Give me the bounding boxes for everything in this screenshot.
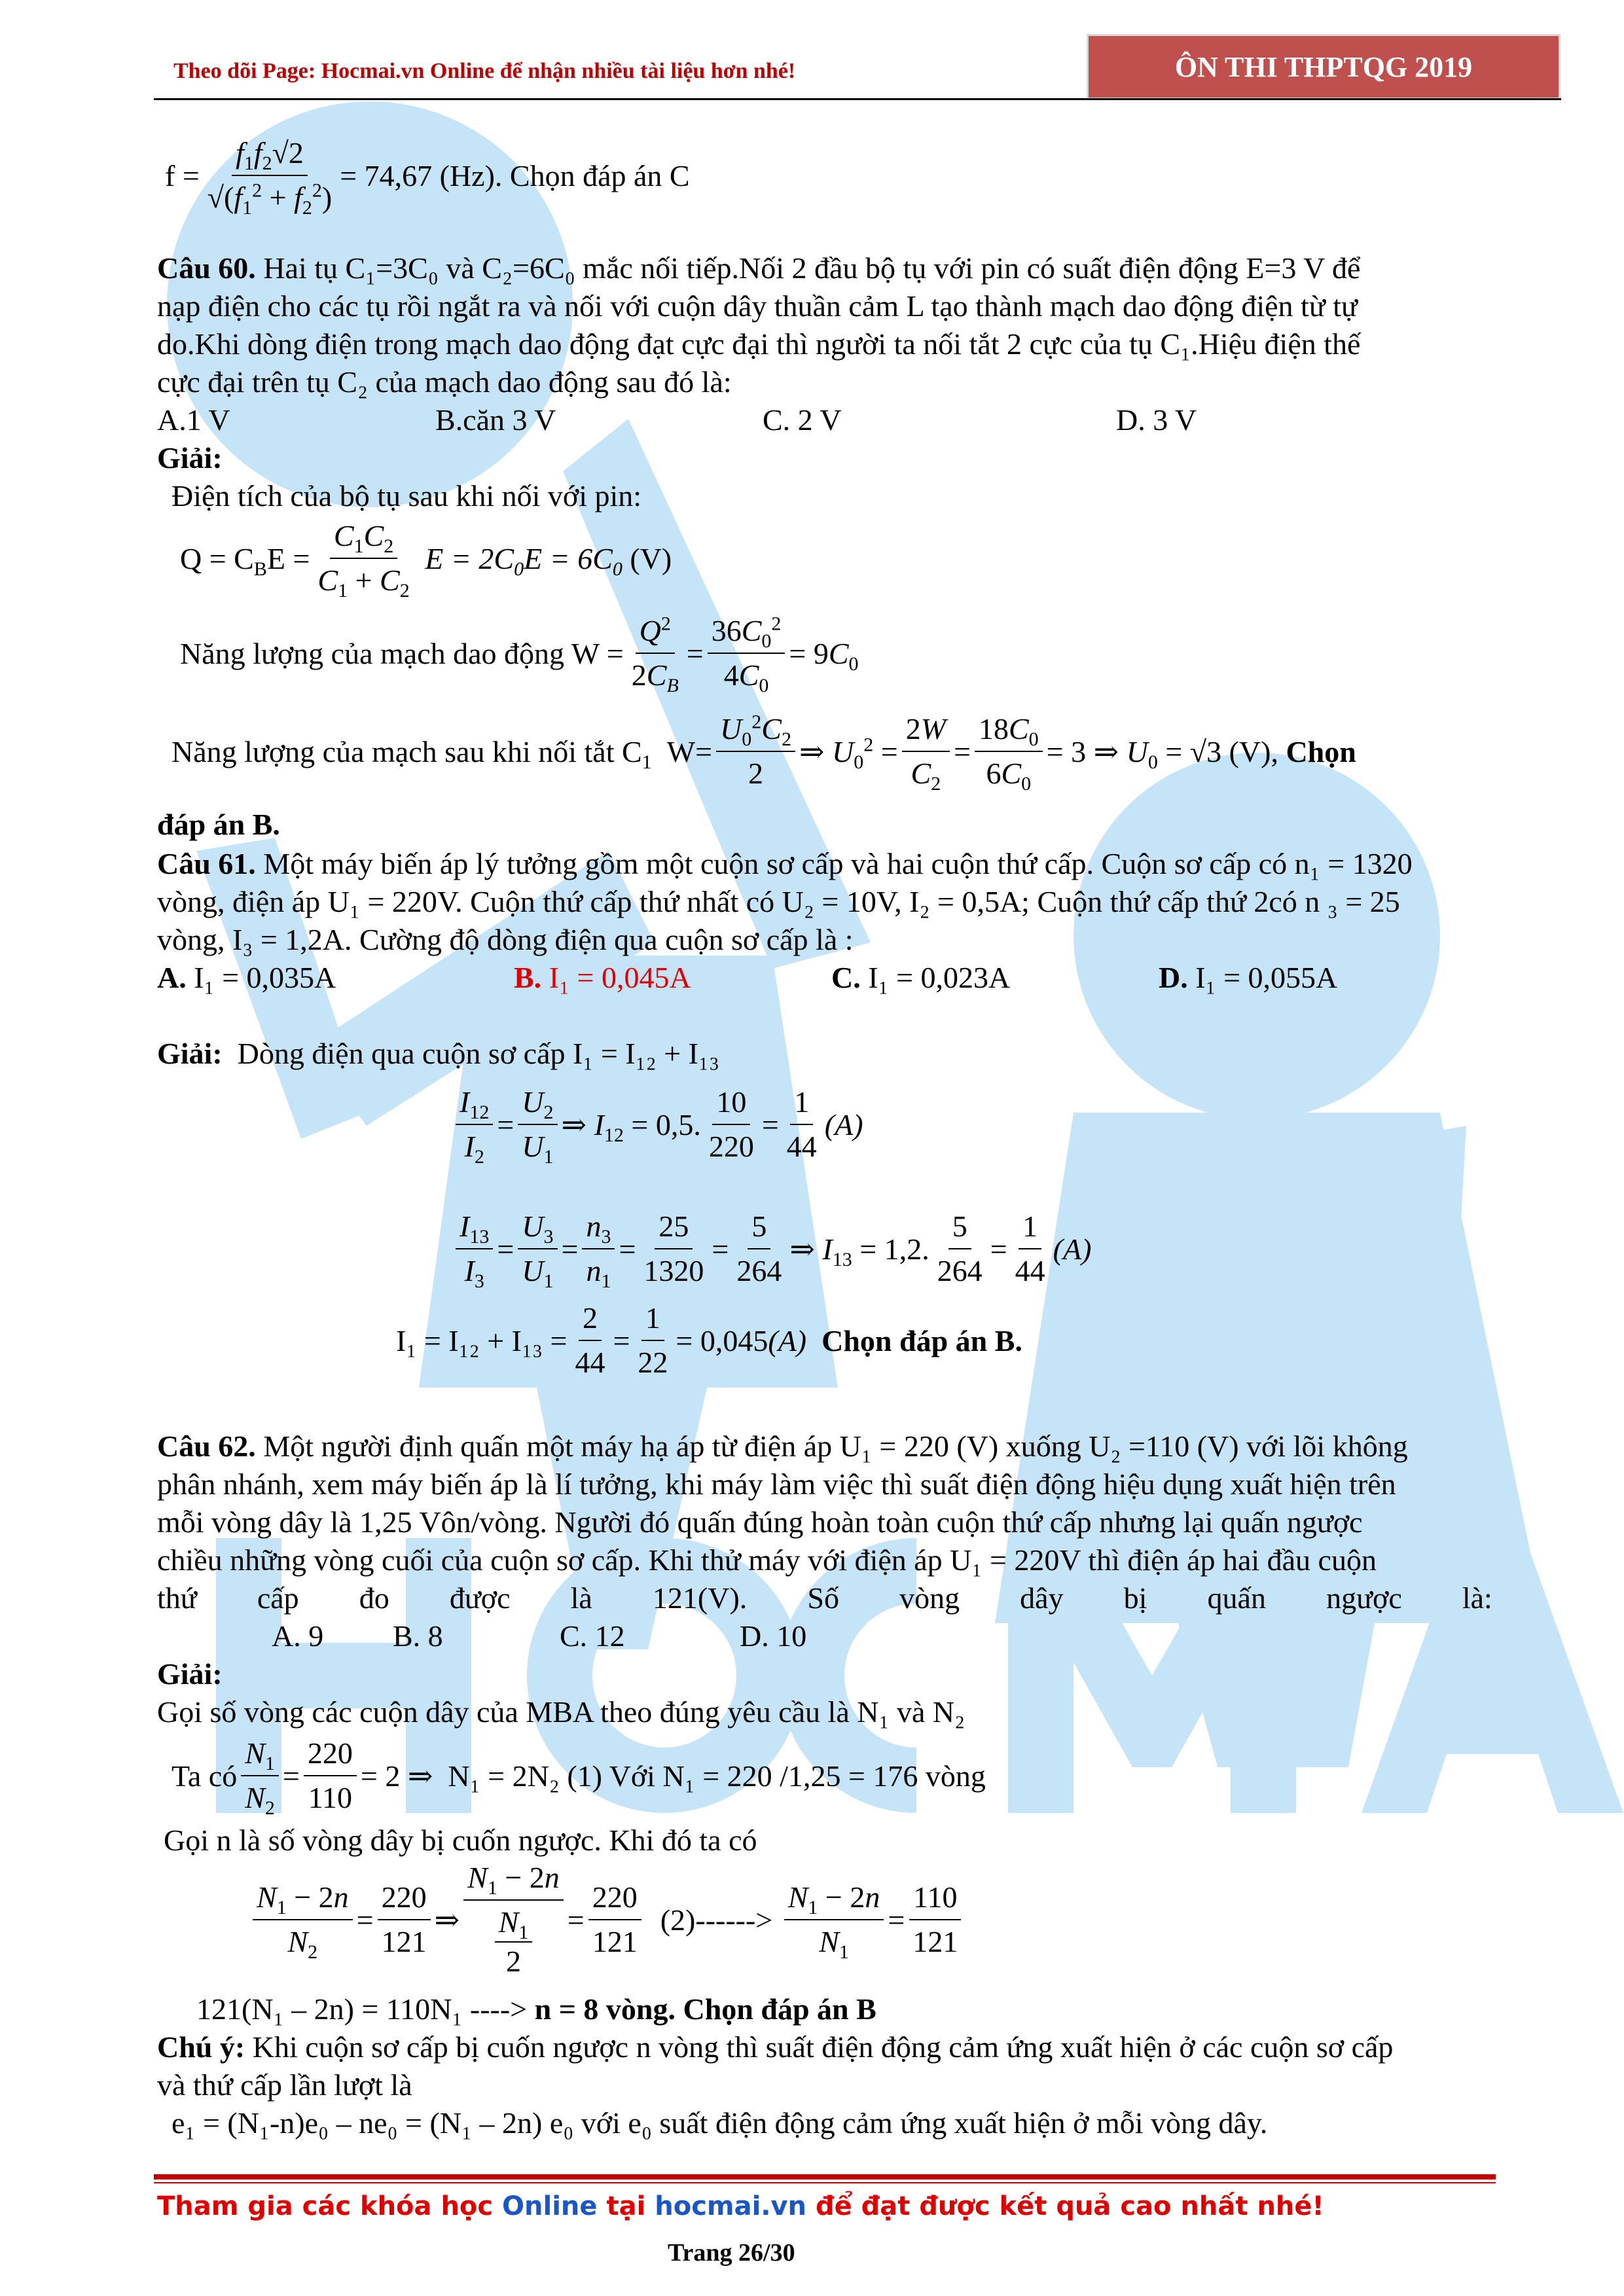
- q61-formula-2: $\frac{I_{13}}{I_3}$ = $\frac{U_3}{U_1}$ = $\frac{n_3}{n_1}$ = $\frac{25}{1320}$ = $\frac{5}{264}$ ⇒ $I_{13} = 1,2$. $\frac{5}{264}$ = $\frac{1}{44}$ (A): [452, 1208, 1091, 1290]
- q62-final-lhs: 121(N₁ – 2n) = 110N₁ ---->: [196, 1992, 528, 2026]
- q62-line-3: mỗi vòng dây là 1,25 Vôn/vòng. Người đó quấn đúng hoàn toàn cuộn thứ cấp nhưng lại quấn ngược: [157, 1505, 1363, 1539]
- top-formula-lhs: f =: [165, 158, 200, 192]
- fraction-1-22: $\frac{1}{22}$: [634, 1299, 672, 1382]
- fraction-n1-n2: $\frac{N_1}{N_2}$: [241, 1734, 279, 1817]
- q61-option-c: C. I₁ = 0,023A: [831, 961, 1011, 994]
- q62-word: ngược: [1326, 1581, 1402, 1615]
- fraction-1-44: $\frac{1}{44}$: [783, 1083, 821, 1166]
- q62-step-2: Gọi n là số vòng dây bị cuốn ngược. Khi đó ta có: [164, 1823, 757, 1857]
- q61-sum: I₁ = I₁₂ + I₁₃ = $\frac{2}{44}$ = $\frac{1}{22}$ = 0,045(A) Chọn đáp án B.: [396, 1299, 1022, 1382]
- fraction-u3: $\frac{U_3}{U_1}$: [518, 1208, 557, 1290]
- q62-step-1: Gọi số vòng các cuộn dây của MBA theo đúng yêu cầu là N₁ và N₂: [157, 1695, 965, 1729]
- q62-word: vòng: [899, 1581, 960, 1615]
- q62-option-a: A. 9: [272, 1619, 324, 1653]
- header-badge-text: ÔN THI THPTQG 2019: [1174, 50, 1473, 83]
- q62-ta-co-result: N₁ = 2N₂ (1) Với N₁ = 220 /1,25 = 176 vòng: [448, 1759, 986, 1793]
- q60-energy-formula: Năng lượng của mạch dao động W = $\frac{Q^2}{2C_B}$ = $\frac{36C_0^2}{4C_0}$ = $9C_0$: [180, 613, 859, 697]
- fraction-1-44-b: $\frac{1}{44}$: [1011, 1208, 1049, 1290]
- q60-option-c: C. 2 V: [763, 403, 842, 437]
- q60-line-1: [157, 249, 1360, 288]
- q62-ta-co: Ta có: [171, 1759, 238, 1793]
- footer-online[interactable]: Online: [502, 2191, 598, 2221]
- q62-line-4: chiều những vòng cuối của cuộn sơ cấp. Khi thử máy với điện áp U₁ = 220V thì điện áp hai đầu cuộn: [157, 1543, 1377, 1577]
- q62-ratio-formula: Ta có $\frac{N_1}{N_2}$ = $\frac{220}{110}$ = 2 ⇒ N₁ = 2N₂ (1) Với N₁ = 220 /1,25 = 176 vòng: [171, 1734, 986, 1817]
- q60-charge-formula: [180, 517, 672, 600]
- q60-line-2: nạp điện cho các tụ rồi ngắt ra và nối với cuộn dây thuần cảm L tạo thành mạch dao động điện từ tự: [157, 289, 1358, 323]
- fraction-cb: $\frac{C_1C_2}{C_1 + C_2}$: [314, 517, 413, 600]
- fraction-n1-2n-a: $\frac{N_1 - 2n}{N_2}$: [253, 1878, 353, 1961]
- q62-option-c: C. 12: [560, 1619, 625, 1653]
- q60-label: Câu 60.: [157, 251, 256, 285]
- fraction-220-121-a: $\frac{220}{121}$: [378, 1878, 431, 1961]
- q60-giai: Giải:: [157, 441, 223, 475]
- q60-line-4: cực đại trên tụ C₂ của mạch dao động sau đó là:: [157, 365, 732, 399]
- q62-note-1: Khi cuộn sơ cấp bị cuốn ngược n vòng thì suất điện động cảm ứng xuất hiện ở các cuộn sơ cấp: [252, 2030, 1394, 2064]
- q60-text-1: Hai tụ C₁=3C₀ và C₂=6C₀ mắc nối tiếp.Nối 2 đầu bộ tụ với pin có suất điện động E=3 V để: [263, 251, 1361, 285]
- q61-giai-line: [157, 1034, 719, 1073]
- footer-site-link[interactable]: hocmai.vn: [655, 2191, 807, 2221]
- q61-line-2: vòng, điện áp U₁ = 220V. Cuộn thứ cấp thứ nhất có U₂ = 10V, I₂ = 0,5A; Cuộn thứ cấp thứ 2có n ₃ = 25: [157, 885, 1400, 918]
- q62-word: quấn: [1207, 1581, 1266, 1615]
- footer-rule-thick: [154, 2174, 1496, 2179]
- top-formula: [165, 134, 690, 217]
- q60-line-3: do.Khi dòng điện trong mạch dao động đạt cực đại thì người ta nối tắt 2 cực của tụ C₁.Hiệu điện thế: [157, 327, 1361, 361]
- q61-text-1: Một máy biến áp lý tưởng gồm một cuộn sơ cấp và hai cuộn thứ cấp. Cuộn sơ cấp có n₁ = 1320: [263, 847, 1413, 880]
- fraction-n1-2n-b: $N_1 - 2n$ $N_1$ 2: [463, 1859, 564, 1981]
- footer-promo: [157, 2191, 1324, 2221]
- q62-word: bị: [1123, 1581, 1147, 1615]
- footer-p2: tại: [597, 2191, 655, 2221]
- q62-text-1: Một người định quấn một máy hạ áp từ điện áp U₁ = 220 (V) xuống U₂ =110 (V) với lõi không: [263, 1429, 1408, 1463]
- q62-final-answer: n = 8 vòng. Chọn đáp án B: [534, 1992, 876, 2026]
- q61-formula-1: $\frac{I_{12}}{I_2}$ = $\frac{U_2}{U_1}$ ⇒ $I_{12} = 0,5$. $\frac{10}{220}$ = $\frac{1}{44}$ (A): [452, 1083, 863, 1166]
- q60-q-lhs: $Q = C_BE$ =: [180, 541, 310, 580]
- fraction-i13: $\frac{I_{13}}{I_3}$: [456, 1208, 493, 1290]
- q62-word: là: [570, 1581, 592, 1615]
- fraction-u2: $\frac{U_2}{U_1}$: [518, 1083, 557, 1166]
- fraction-10-220: $\frac{10}{220}$: [705, 1083, 758, 1166]
- q61-giai: Giải:: [157, 1037, 223, 1070]
- q62-note-line-3: e₁ = (N₁-n)e₀ – ne₀ = (N₁ – 2n) e₀ với e₀ suất điện động cảm ứng xuất hiện ở mỗi vòng dây.: [171, 2106, 1268, 2140]
- q61-sum-lhs: I₁ = I₁₂ + I₁₃ =: [396, 1323, 568, 1357]
- fraction-f: $\frac{f_1f_2√2}{√(f_1^2 + f_2^2)}$: [204, 134, 336, 217]
- fraction-w-2: $\frac{2W}{C_2}$: [902, 710, 950, 793]
- header-promo: [173, 59, 795, 84]
- fraction-110-121: $\frac{110}{121}$: [909, 1878, 962, 1961]
- q60-q-unit: (V): [630, 541, 672, 575]
- fraction-5-264-b: $\frac{5}{264}$: [933, 1208, 986, 1290]
- q60-option-d: D. 3 V: [1116, 403, 1197, 437]
- fraction-w-1: $\frac{U_0^2C_2}{2}$: [716, 710, 795, 793]
- q60-unit: (V),: [1229, 734, 1278, 768]
- q60-q-rhs: $E = 2C_0E = 6C_0$: [417, 541, 623, 580]
- q62-note-line-2: và thứ cấp lần lượt là: [157, 2068, 412, 2102]
- q61-giai-text: Dòng điện qua cuộn sơ cấp I₁ = I₁₂ + I₁₃: [237, 1037, 720, 1070]
- q62-line-5: [157, 1579, 1492, 1618]
- q60-answer: đáp án B.: [157, 808, 280, 841]
- q62-word: thứ: [157, 1581, 197, 1615]
- q62-note-label: Chú ý:: [157, 2030, 245, 2064]
- header-brand[interactable]: Hocmai.vn Online: [321, 59, 495, 83]
- q62-line-1: [157, 1427, 1408, 1466]
- q62-word: cấp: [257, 1581, 299, 1615]
- top-formula-result: = 74,67 (Hz). Chọn đáp án C: [340, 158, 690, 192]
- q62-option-d: D. 10: [740, 1619, 807, 1653]
- q62-reverse-formula: $\frac{N_1 - 2n}{N_2}$ = $\frac{220}{121}$ ⇒ $N_1 - 2n$ $N_1$ 2 = $\frac{220}{121}$ (2)------> $\frac{N_1 - 2n}{N_1}$ = $\frac{110}{121}$: [249, 1859, 965, 1981]
- q62-final: [196, 1990, 876, 2029]
- q60-step-3: Năng lượng của mạch sau khi nối tắt $C_1$ W=: [171, 734, 713, 773]
- q60-step-2: Năng lượng của mạch dao động W =: [180, 636, 624, 670]
- q61-label: Câu 61.: [157, 847, 256, 880]
- q62-word: là:: [1462, 1581, 1492, 1615]
- q61-line-3: vòng, I₃ = 1,2A. Cường độ dòng điện qua cuộn sơ cấp là :: [157, 923, 854, 956]
- q62-option-b: B. 8: [393, 1619, 443, 1653]
- q62-line-2: phân nhánh, xem máy biến áp là lí tưởng, khi máy làm việc thì suất điện động hiệu dụng xuất hiện trên: [157, 1467, 1396, 1501]
- fraction-220-121-b: $\frac{220}{121}$: [588, 1878, 641, 1961]
- header-badge: [1087, 34, 1561, 99]
- header-suffix: để nhận nhiều tài liệu hơn nhé!: [494, 59, 796, 83]
- q61-chon: Chọn đáp án B.: [821, 1323, 1022, 1357]
- q62-giai: Giải:: [157, 1657, 223, 1691]
- fraction-25-1320: $\frac{25}{1320}$: [640, 1208, 708, 1290]
- q62-word: được: [449, 1581, 511, 1615]
- fraction-energy-2: $\frac{36C_0^2}{4C_0}$: [708, 612, 785, 694]
- q60-option-b: B.căn 3 V: [435, 403, 556, 437]
- q60-after-short-formula: Năng lượng của mạch sau khi nối tắt $C_1$ W= $\frac{U_0^2C_2}{2}$ ⇒ $U_0^2$ = $\frac{2W}{C_2}$ = $\frac{18C_0}{6C_0}$ = 3 ⇒ $U_0 = √3$ (V), Chọn: [171, 711, 1356, 795]
- q61-option-a: A. I₁ = 0,035A: [157, 961, 336, 994]
- q60-step-1: Điện tích của bộ tụ sau khi nối với pin:: [171, 479, 642, 512]
- q61-option-d: D. I₁ = 0,055A: [1159, 961, 1338, 994]
- footer-p3: để đạt được kết quả cao nhất nhé!: [806, 2191, 1324, 2221]
- q60-option-a: A.1 V: [157, 403, 230, 437]
- header-prefix: Theo dõi Page:: [173, 59, 321, 83]
- footer-rule-thin: [154, 2182, 1496, 2183]
- q61-option-b: B. I₁ = 0,045A: [514, 961, 691, 994]
- q62-word: dây: [1020, 1581, 1064, 1615]
- q62-label: Câu 62.: [157, 1429, 256, 1463]
- q62-word: đo: [359, 1581, 389, 1615]
- fraction-n3: $\frac{n_3}{n_1}$: [582, 1208, 615, 1290]
- fraction-energy-1: $\frac{Q^2}{2C_B}$: [631, 613, 679, 697]
- fraction-5-264: $\frac{5}{264}$: [732, 1208, 785, 1290]
- fraction-i12: $\frac{I_{12}}{I_2}$: [456, 1083, 493, 1166]
- q62-word: Số: [807, 1581, 839, 1615]
- q62-arrow-2: (2)------>: [660, 1903, 773, 1937]
- header-rule: [154, 98, 1561, 100]
- fraction-2-44: $\frac{2}{44}$: [571, 1299, 609, 1382]
- q60-chon: Chọn: [1286, 734, 1356, 768]
- fraction-220-110: $\frac{220}{110}$: [304, 1734, 357, 1817]
- fraction-w-3: $\frac{18C_0}{6C_0}$: [975, 710, 1043, 793]
- page-number: Trang 26/30: [668, 2239, 795, 2267]
- q62-word: 121(V).: [652, 1581, 748, 1615]
- fraction-n1-2n-c: $\frac{N_1 - 2n}{N_1}$: [784, 1878, 884, 1961]
- footer-p1: Tham gia các khóa học: [157, 2191, 503, 2221]
- q61-line-1: [157, 844, 1413, 884]
- q62-note-line-1: [157, 2028, 1393, 2067]
